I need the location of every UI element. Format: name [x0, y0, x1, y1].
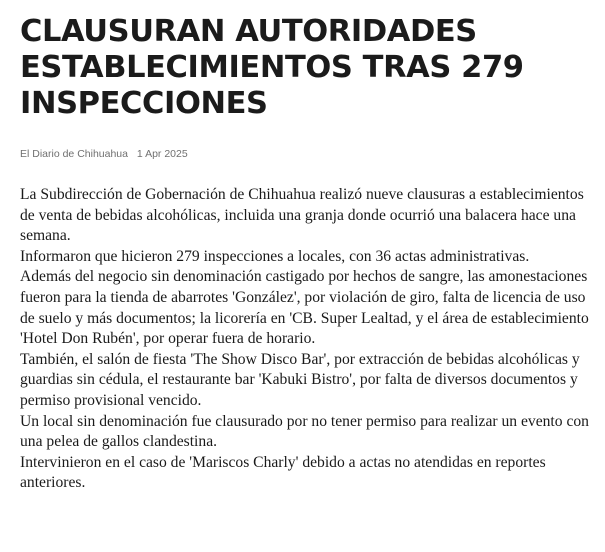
- headline: CLAUSURAN AUTORIDADES ESTABLECIMIENTOS TRAS 279 INSPECCIONES: [20, 14, 524, 121]
- article: [20, 14, 595, 494]
- source-name: El Diario de Chihuahua: [20, 148, 128, 160]
- paragraph: También, el salón de fiesta 'The Show Disco Bar', por extracción de bebidas alcohólicas y guardias sin cédula, el restaurante bar 'Kabuki Bistro', por falta de diversos documentos y permiso provisional vencido.: [20, 350, 580, 409]
- paragraph: Informaron que hicieron 279 inspecciones a locales, con 36 actas administrativas.: [20, 247, 530, 265]
- paragraph: La Subdirección de Gobernación de Chihuahua realizó nueve clausuras a establecimientos de venta de bebidas alcohólicas, incluida una granja donde ocurrió una balacera hace una semana.: [20, 186, 584, 245]
- article-meta: [20, 147, 595, 161]
- paragraph: Además del negocio sin denominación castigado por hechos de sangre, las amonestaciones fueron para la tienda de abarrotes 'González', por violación de giro, falta de licencia de uso de suelo y más documentos; la licorería en 'CB. Super Lealtad, y el área de establecimiento 'Hotel Don Rubén', por operar fuera de horario.: [20, 268, 589, 348]
- paragraph: Intervinieron en el caso de 'Mariscos Charly' debido a actas no atendidas en reportes anteriores.: [20, 453, 546, 492]
- publish-date: 1 Apr 2025: [136, 148, 188, 160]
- article-body: [20, 185, 595, 494]
- paragraph: Un local sin denominación fue clausurado por no tener permiso para realizar un evento con una pelea de gallos clandestina.: [20, 412, 589, 451]
